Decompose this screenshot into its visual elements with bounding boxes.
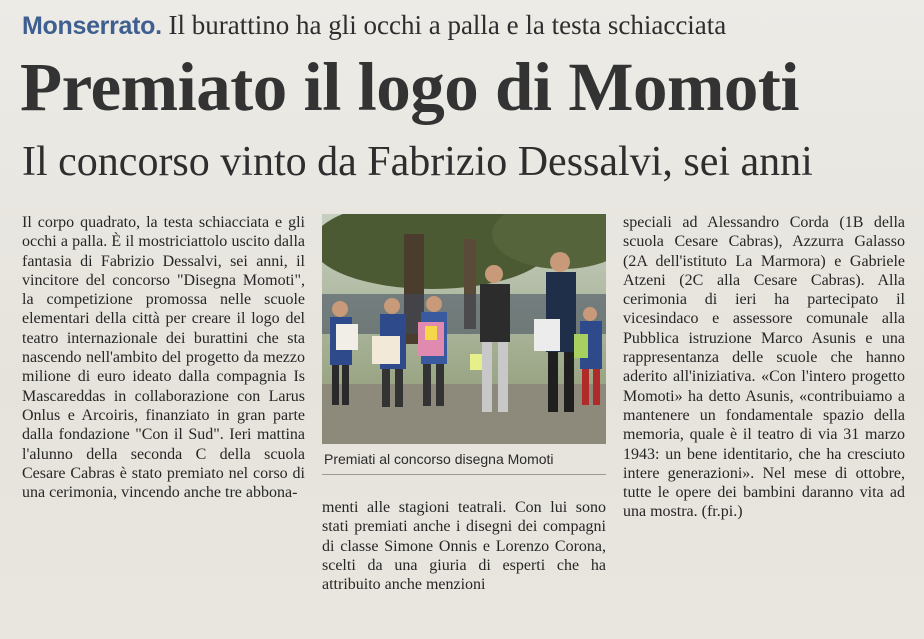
kicker-text: Il burattino ha gli occhi a palla e la testa schiacciata bbox=[168, 10, 727, 40]
headline: Premiato il logo di Momoti bbox=[20, 49, 800, 125]
article-column-3-text: speciali ad Alessandro Corda (1B della scuola Cesare Cabras), Azzurra Galasso (2A dell'istituto La Marmora) e Gabriele Atzeni (2C alla Cesare Cabras). Alla cerimonia di ieri ha partecipato il vicesindaco e assessore comunale alla Pubblica istruzione Marco Asunis e una rappresentanza delle scuole che hanno aderito all'iniziativa. «Con l'intero progetto Momoti» ha detto Asunis, «contribuiamo a mantenere un fondamentale spazio della memoria, quale è il teatro di via 31 marzo 1943: un bene identitario, che ha cresciuto intere generazioni». Nel mese di ottobre, tutte le opere dei bambini daranno vita ad una mostra. (fr.pi.) bbox=[623, 214, 905, 521]
kicker-place: Monserrato. bbox=[22, 12, 162, 40]
article-column-2 bbox=[322, 498, 606, 618]
article-column-3 bbox=[623, 213, 905, 623]
article-column-1-text: Il corpo quadrato, la testa schiacciata e gli occhi a palla. È il mostriciattolo uscito dalla fantasia di Fabrizio Dessalvi, sei anni, il vincitore del concorso "Disegna Momoti", la competizione promossa nelle scuole elementari della città per creare il logo del teatro internazionale dei burattini che sta nascendo nell'ambito del progetto da mezzo milione di euro ideato dalla compagnia Is Mascareddas in collaborazione con Larus Onlus e Arcoiris, finanziato in gran parte dalla fondazione "Con il Sud". Ieri mattina l'alunno della seconda C della scuola Cesare Cabras è stato premiato nel corso di una cerimonia, vincendo anche tre abbona- bbox=[22, 214, 305, 502]
kicker bbox=[22, 12, 726, 39]
article-column-1 bbox=[22, 213, 305, 623]
photo-illustration bbox=[322, 214, 606, 444]
photo-caption: Premiati al concorso disegna Momoti bbox=[324, 451, 554, 467]
caption-divider bbox=[322, 474, 606, 475]
article-column-2-text: menti alle stagioni teatrali. Con lui sono stati premiati anche i disegni dei compagni di classe Simone Onnis e Lorenzo Corona, scelti da una giuria di esperti che ha attribuito anche menzioni bbox=[322, 499, 606, 594]
article-photo bbox=[322, 214, 606, 444]
ground bbox=[322, 384, 606, 444]
subheadline: Il concorso vinto da Fabrizio Dessalvi, sei anni bbox=[22, 139, 813, 185]
